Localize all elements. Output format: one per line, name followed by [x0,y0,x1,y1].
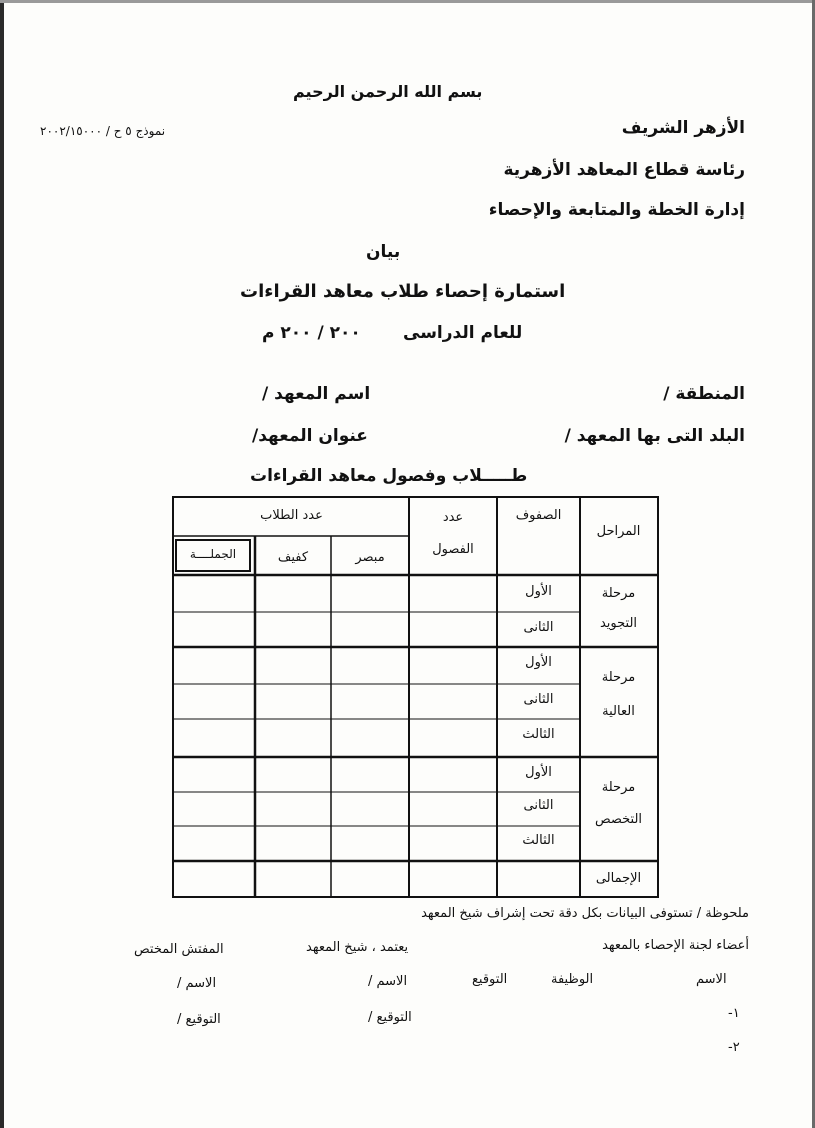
grade-cell: الثالث [522,727,555,742]
stage-aliya-label-1: مرحلة [601,670,636,685]
inspector-label: المفتش المختص [134,942,224,957]
inspector-signature: التوقيع / [177,1012,221,1027]
institute-name-field: اسم المعهد / [262,384,371,404]
header-total: الجملــــة [189,547,237,561]
stage-aliya-label-2: العالية [602,704,635,719]
org-line-1: الأزهر الشريف [621,118,745,138]
year-value: ٢٠٠ / ٢٠٠ م [262,323,361,343]
member-row-2: ٢- [728,1040,740,1055]
approve-name: الاسم / [368,974,408,989]
header-students: عدد الطلاب [260,508,323,523]
org-line-3: إدارة الخطة والمتابعة والإحصاء [488,200,745,220]
header-sighted: مبصر [355,550,385,565]
header-stages: المراحل [596,524,641,539]
grade-cell: الأول [525,584,552,599]
approve-label: يعتمد ، شيخ المعهد [306,940,409,955]
col-signature: التوقيع [472,972,508,987]
grade-cell: الأول [525,765,552,780]
table-title: طـــــلاب وفصول معاهد القراءات [250,466,528,486]
students-table [172,496,659,898]
year-label: للعام الدراسى [403,323,523,343]
grade-cell: الثانى [523,798,554,813]
header-blind: كفيف [277,550,309,565]
scan-border-top [0,0,815,3]
org-line-2: رئاسة قطاع المعاهد الأزهرية [503,160,745,180]
town-field: البلد التى بها المعهد / [564,426,745,446]
basmala: بسم الله الرحمن الرحيم [293,82,483,101]
scan-border-left [0,0,4,1128]
col-name: الاسم [696,972,727,987]
region-field: المنطقة / [663,384,745,404]
grand-total-label: الإجمالى [595,871,642,886]
approve-signature: التوقيع / [368,1010,412,1025]
stage-tajweed-label-1: مرحلة [601,586,636,601]
header-classes-2: الفصول [432,542,474,557]
form-number: نموذج ٥ ح / ٢٠٠٢/١٥٠٠٠ [40,124,166,138]
header-grades: الصفوف [515,508,562,523]
col-job: الوظيفة [551,972,594,987]
grade-cell: الثالث [522,833,555,848]
stage-takhassus-label-2: التخصص [594,812,643,827]
stage-tajweed-label-2: التجويد [599,616,638,631]
doc-title-1: بيان [366,242,401,262]
header-classes-1: عدد [442,510,464,525]
committee-label: أعضاء لجنة الإحصاء بالمعهد [602,938,749,953]
stage-takhassus-label-1: مرحلة [601,780,636,795]
member-row-1: ١- [728,1006,740,1021]
doc-title-2: استمارة إحصاء طلاب معاهد القراءات [240,281,566,302]
address-field: عنوان المعهد/ [252,426,368,446]
note: ملحوظة / تستوفى البيانات بكل دقة تحت إشراف شيخ المعهد [421,906,749,921]
grade-cell: الثانى [523,692,554,707]
inspector-name: الاسم / [177,976,217,991]
grade-cell: الأول [525,655,552,670]
grade-cell: الثانى [523,620,554,635]
